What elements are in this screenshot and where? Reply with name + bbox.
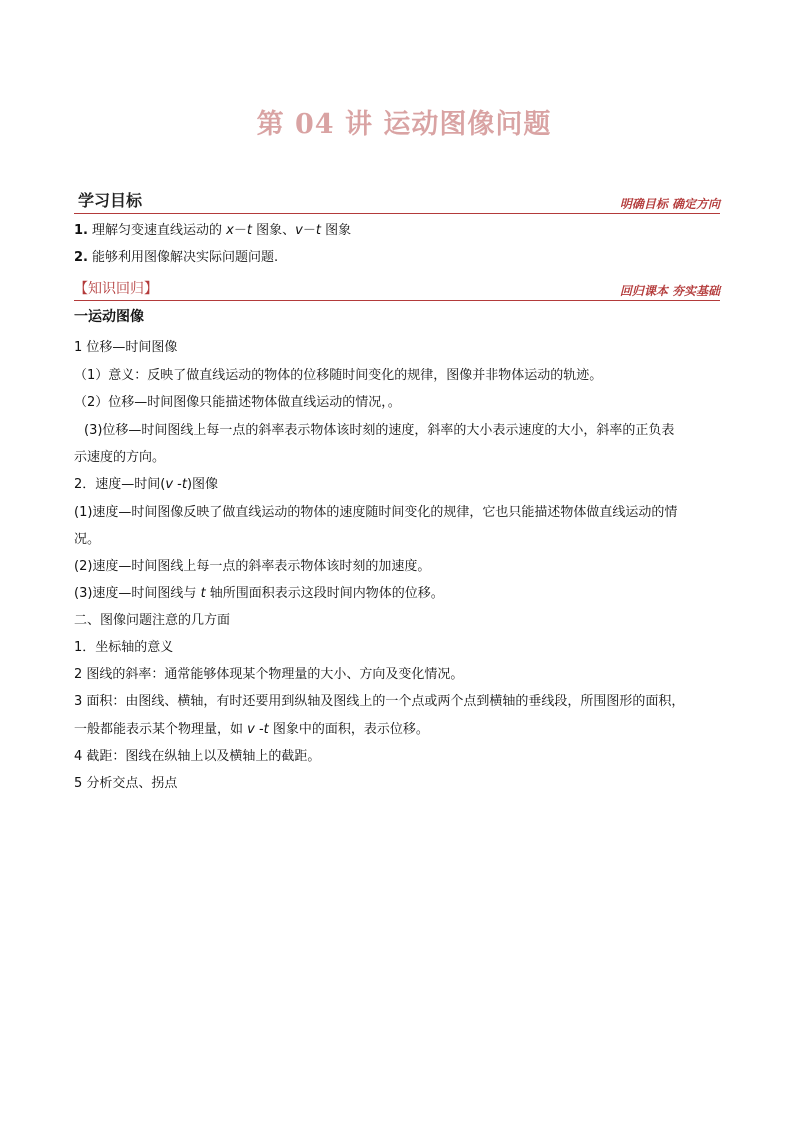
paragraph: （2）位移—时间图像只能描述物体做直线运动的情况，。 bbox=[74, 395, 401, 410]
paragraph: （1）意义：反映了做直线运动的物体的位移随时间变化的规律，图像并非物体运动的轨迹。 bbox=[74, 368, 603, 383]
section-tag: 回归课本 夯实基础 bbox=[619, 284, 720, 298]
section-header-goals bbox=[74, 182, 720, 214]
paragraph: 示速度的方向。 bbox=[74, 450, 166, 465]
goal-item-2: 2. 能够利用图像解决实际问题问题. bbox=[74, 250, 279, 265]
paragraph: 3 面积：由图线、横轴，有时还要用到纵轴及图线上的一个点或两个点到横轴的垂线段，所围图形的面积， bbox=[74, 694, 685, 709]
page-title: 第 04 讲 运动图像问题 bbox=[256, 109, 552, 140]
section-tag: 明确目标 确定方向 bbox=[619, 197, 720, 211]
paragraph: (2)速度—时间图线上每一点的斜率表示物体该时刻的加速度。 bbox=[74, 559, 431, 574]
paragraph: 4 截距：图线在纵轴上以及横轴上的截距。 bbox=[74, 749, 321, 764]
paragraph: (1)速度—时间图像反映了做直线运动的物体的速度随时间变化的规律，它也只能描述物体做直线运动的情 bbox=[74, 505, 678, 520]
paragraph: (3)位移—时间图线上每一点的斜率表示物体该时刻的速度，斜率的大小表示速度的大小，斜率的正负表 bbox=[84, 423, 675, 438]
paragraph: 二、图像问题注意的几方面 bbox=[74, 613, 231, 628]
paragraph: 1．坐标轴的意义 bbox=[74, 640, 174, 655]
paragraph: 况。 bbox=[74, 532, 101, 547]
heading-motion-graphs: 一运动图像 bbox=[74, 309, 144, 325]
paragraph: (3)速度—时间图线与 t 轴所围面积表示这段时间内物体的位移。 bbox=[74, 586, 444, 601]
goal-item-1: 1. 理解匀变速直线运动的 x－t 图象、v－t 图象 bbox=[74, 223, 352, 238]
paragraph: 5 分析交点、拐点 bbox=[74, 776, 178, 791]
paragraph: 1 位移—时间图像 bbox=[74, 340, 178, 355]
paragraph: 2．速度—时间(v -t)图像 bbox=[74, 477, 219, 492]
paragraph: 一般都能表示某个物理量，如 v -t 图象中的面积，表示位移。 bbox=[74, 722, 429, 737]
section-label: 学习目标 bbox=[78, 191, 143, 210]
section-label: 【知识回归】 bbox=[74, 281, 158, 297]
paragraph: 2 图线的斜率：通常能够体现某个物理量的大小、方向及变化情况。 bbox=[74, 667, 464, 682]
section-header-review bbox=[74, 276, 720, 301]
